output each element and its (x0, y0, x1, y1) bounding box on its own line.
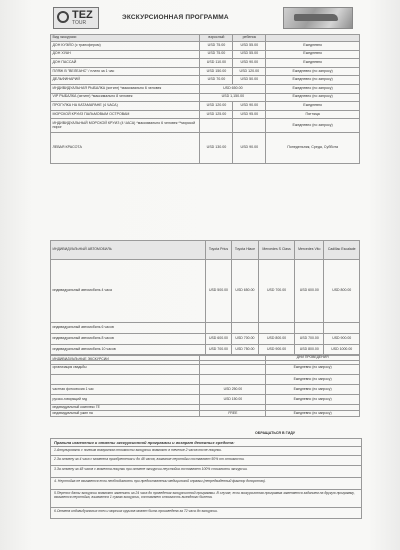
extra-name (51, 375, 200, 385)
child-price: USD 50.00 (233, 76, 266, 85)
excursion-name: ПЛЯЖ В "ВЕЛЕАНС" / плато за 1 час (51, 67, 200, 76)
excursion-name: ЛЕВАЯ КРАСОТА (51, 133, 200, 164)
table-row (51, 334, 360, 345)
table-row (51, 395, 360, 405)
car-price: USD 800.00 (324, 260, 360, 323)
excursion-name: VIP РЫБАЛКА (яхтинг) *максимально 8 человек (51, 93, 200, 102)
car-option-name: индивидуальный автомобиль 4 часа (51, 260, 206, 323)
table-row (51, 133, 360, 164)
table-row (51, 93, 360, 102)
logo-circle-icon (57, 11, 69, 23)
cancellation-rules (50, 438, 362, 519)
rule-item: 4. Неустойка не взимается если необходимость при предоставлении медицинской справки (непредвиденный фактор донорства). (51, 477, 361, 489)
extra-name: организация свадьбы (51, 361, 200, 375)
car-price: USD 900.00 (258, 345, 294, 356)
extra-price: USD 150.00 (200, 395, 266, 405)
adult-price (200, 119, 233, 133)
column-header: взрослый (200, 35, 233, 42)
table-header-row (51, 241, 360, 260)
column-header: ДНИ ПРОВЕДЕНИЯ (266, 355, 360, 361)
schedule-note: Ежедневно (по запросу) (266, 76, 360, 85)
child-price: USD 55.00 (233, 42, 266, 51)
rule-item: 3.За отмену за 48 часов с момента покупки при отмене экскурсии неустойка составляет 100% стоимости экскурсии. (51, 465, 361, 477)
extras-table (50, 354, 360, 417)
adult-price: USD 120.00 (200, 102, 233, 111)
table-row (51, 76, 360, 85)
excursions-table (50, 34, 360, 164)
car-price: USD 800.00 (258, 334, 294, 345)
car-price: USD 500.00 (206, 260, 232, 323)
rule-item: 6.Отмена индивидуальных поез и морских круизов может быть произведена за 72 часа до экскурсии. (51, 507, 361, 518)
adult-price: USD 75.00 (200, 50, 233, 59)
car-price: USD 700.00 (295, 334, 324, 345)
document-title: ЭКСКУРСИОННАЯ ПРОГРАММА (122, 14, 229, 21)
table-row (51, 59, 360, 68)
rules-subtitle: ОБРАЩАТЬСЯ В ГИДУ (255, 431, 296, 435)
car-price: USD 750.00 (231, 345, 258, 356)
excursion-name: ИНДИВИДУАЛЬНАЯ РЫБАЛКА (яхтинг) *максимально 6 человек (51, 84, 200, 93)
schedule-note: Ежедневно (266, 42, 360, 51)
table-row (51, 361, 360, 375)
extra-price (200, 375, 266, 385)
car-price (258, 323, 294, 334)
extra-name: русско-говорящий гид (51, 395, 200, 405)
schedule-note: Ежедневно (по запросу) (266, 119, 360, 133)
excursion-name: ДОН КУЭЙО (с трансфером) (51, 42, 200, 51)
column-header: ИНДИВИДУАЛЬНЫЙ АВТОМОБИЛЬ (51, 241, 206, 260)
car-price: USD 900.00 (324, 334, 360, 345)
child-price: USD 90.00 (233, 59, 266, 68)
table-row (51, 260, 360, 323)
column-header: Вид экскурсии (51, 35, 200, 42)
schedule-note: Ежедневно (по запросу) (266, 93, 360, 102)
column-header (266, 35, 360, 42)
table-row (51, 411, 360, 417)
car-price (295, 323, 324, 334)
schedule-note: Ежедневно (по запросу) (266, 84, 360, 93)
extra-name: частная фотосессия 1 час (51, 385, 200, 395)
excursion-name: ДОН ПАССАЙ (51, 59, 200, 68)
schedule-note: Ежедневно (по запросу) (266, 361, 360, 375)
adult-price: USD 110.00 (200, 59, 233, 68)
rules-header (51, 439, 361, 446)
schedule-note: Ежедневно (266, 59, 360, 68)
child-price (233, 119, 266, 133)
rule-item: 1.Аннулировать с полным возвратом стоимости экскурсии возможно в течение 2 часов после покупки. (51, 446, 361, 455)
car-price (231, 323, 258, 334)
car-price: USD 800.00 (295, 345, 324, 356)
extra-price: FREE (200, 411, 266, 417)
car-price: USD 1000.00 (324, 345, 360, 356)
excursion-name: МОРСКОЙ КРУИЗ ПАЛЬМОВЫМ ОСТРОВАМ (51, 110, 200, 119)
tez-tour-logo (53, 7, 99, 29)
schedule-note: Понедельник, Среда, Суббота (266, 133, 360, 164)
schedule-note: Ежедневно (по запросу) (266, 67, 360, 76)
child-price: USD 120.00 (233, 67, 266, 76)
rules-title: Правила изменения и отмены экскурсионной программы и возврат денежных средств: (54, 440, 235, 445)
car-price: USD 600.00 (295, 260, 324, 323)
adult-price: USD 150.00 (200, 67, 233, 76)
rule-item: 5.Перенос даты экскурсии возможно заменить за 24 часа до проведения экскурсионной программы. В случае, если экскурсионная программа заменяется заданием на другую программу, взимается неустойка, взимается 1 сумма экскурсии, составляет стоимость выездного билета. (51, 489, 361, 507)
rule-item: 2.За отмену за 4 часа с момента приобретения и до 48 часов, взимание неустойки составляет 50% от стоимости. (51, 455, 361, 465)
logo-text: TEZ (72, 9, 93, 21)
excursion-name: ИНДИВИДУАЛЬНЫЙ МОРСКОЙ КРУИЗ (4 ЧАСА) *максимально 6 человек **морской пирог (51, 119, 200, 133)
child-price: USD 95.00 (233, 110, 266, 119)
table-row (51, 102, 360, 111)
adult-price: USD 75.00 (200, 42, 233, 51)
car-price: USD 600.00 (206, 334, 232, 345)
car-option-name: индивидуальный автомобиль 10 часов (51, 345, 206, 356)
adult-price: USD 70.00 (200, 76, 233, 85)
table-row (51, 385, 360, 395)
child-price: USD 90.00 (233, 102, 266, 111)
section-label: ИНДИВИДУАЛЬНЫЕ ЭКСКУРСИИ (51, 356, 360, 365)
car-option-name: индивидуальный автомобиль 6 часов (51, 323, 206, 334)
extra-name: индивидуальный ужин на (51, 411, 200, 417)
car-price: USD 700.00 (206, 345, 232, 356)
table-row (51, 50, 360, 59)
table-row (51, 119, 360, 133)
schedule-note: Ежедневно (по запросу) (266, 375, 360, 385)
adult-price: USD 130.00 (200, 133, 233, 164)
table-row (51, 375, 360, 385)
schedule-note: Ежедневно (266, 102, 360, 111)
car-option-name: индивидуальный автомобиль 8 часов (51, 334, 206, 345)
car-price (324, 323, 360, 334)
extra-price (200, 361, 266, 375)
column-header: Mercedes S Class (258, 241, 294, 260)
table-row (51, 42, 360, 51)
adult-price: USD 125.00 (200, 110, 233, 119)
schedule-note: Ежедневно (по запросу) (266, 385, 360, 395)
header-car-image (283, 7, 353, 29)
table-row (51, 67, 360, 76)
table-header-row (51, 35, 360, 42)
car-price: USD 700.00 (231, 334, 258, 345)
excursion-name: ДОН ХУАН (51, 50, 200, 59)
schedule-note: Ежедневно (по запросу) (266, 395, 360, 405)
child-price: USD 55.00 (233, 50, 266, 59)
table-row (51, 110, 360, 119)
table-row (51, 84, 360, 93)
child-price: USD 90.00 (233, 133, 266, 164)
schedule-note: Ежедневно (по запросу) (266, 411, 360, 417)
cars-table (50, 240, 360, 365)
column-header: Toyota Hiace (231, 241, 258, 260)
schedule-note: Ежедневно (266, 50, 360, 59)
column-header: ребенок (233, 35, 266, 42)
column-header: Toyota Prius (206, 241, 232, 260)
column-header: Mercedes Vito (295, 241, 324, 260)
car-price: USD 700.00 (258, 260, 294, 323)
extra-price: USD 250.00 (200, 385, 266, 395)
logo-subtext: TOUR (72, 20, 87, 26)
table-row (51, 323, 360, 334)
excursion-name: ДЕЛЬФИНАРИЙ (51, 76, 200, 85)
car-price: USD 650.00 (231, 260, 258, 323)
column-header: Cadillac Escalade (324, 241, 360, 260)
adult-price: USD 650.00 (200, 84, 266, 93)
car-price (206, 323, 232, 334)
excursion-name: ПРОГУЛКА НА КАТАМАРАНЕ (4 ЧАСА) (51, 102, 200, 111)
extra-name: индивидуальный комплекс ГЕ (51, 405, 200, 411)
adult-price: USD 1,150.00 (200, 93, 266, 102)
schedule-note: Пятница (266, 110, 360, 119)
